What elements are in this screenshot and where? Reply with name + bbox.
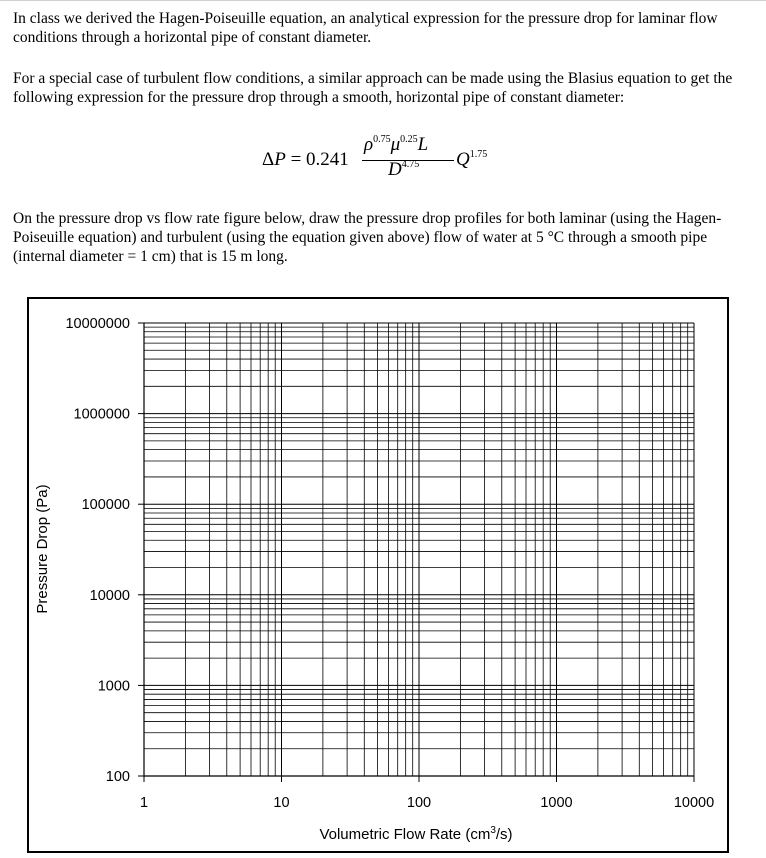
equation-rho: ρ xyxy=(364,134,374,155)
blasius-paragraph: For a special case of turbulent flow conditions, a similar approach can be made using the Blasius equation to get the following expression for the pressure drop through a smooth, horizontal pipe of constant diameter: xyxy=(13,70,733,106)
y-tick-label: 10000 xyxy=(89,587,130,604)
x-tick-label: 10000 xyxy=(673,795,715,811)
y-tick-label: 1000 xyxy=(97,678,130,695)
equation-rho-exponent: 0.75 xyxy=(373,134,391,145)
equation-mu: μ xyxy=(390,134,401,155)
y-axis-label: Pressure Drop (Pa) xyxy=(34,484,51,614)
y-tick-label: 1000000 xyxy=(73,406,130,423)
x-tick-label: 10 xyxy=(273,795,290,811)
y-tick-label: 10000000 xyxy=(65,316,130,332)
equation-mu-exponent: 0.25 xyxy=(400,134,418,145)
equation-q: Q xyxy=(456,149,470,170)
equation-l: L xyxy=(417,134,429,155)
intro-paragraph: In class we derived the Hagen-Poiseuille equation, an analytical expression for the pressure drop for laminar flow conditions through a horizontal pipe of constant diameter. xyxy=(13,10,718,46)
equation-coefficient: = 0.241 xyxy=(285,149,349,170)
equation-d-exponent: 4.75 xyxy=(401,159,420,170)
equation-q-exponent: 1.75 xyxy=(469,149,488,160)
x-tick-label: 1000 xyxy=(540,795,573,811)
x-tick-label: 100 xyxy=(406,795,432,811)
y-tick-label: 100000 xyxy=(81,497,130,514)
equation-p: P xyxy=(274,149,286,170)
instructions-paragraph: On the pressure drop vs flow rate figure below, draw the pressure drop profiles for both laminar (using the Hagen-Poiseuille equation) and turbulent (using the equation given above) flow of water at 5 °C through a smooth pipe (internal diameter = 1 cm) that is 15 m long. xyxy=(13,210,722,265)
x-tick-label: 1 xyxy=(139,795,149,811)
equation-delta: Δ xyxy=(262,149,275,170)
x-axis-label: Volumetric Flow Rate $(cm^3/s)$ xyxy=(319,825,513,843)
y-tick-label: 100 xyxy=(105,769,130,785)
equation-d: D xyxy=(388,159,402,180)
